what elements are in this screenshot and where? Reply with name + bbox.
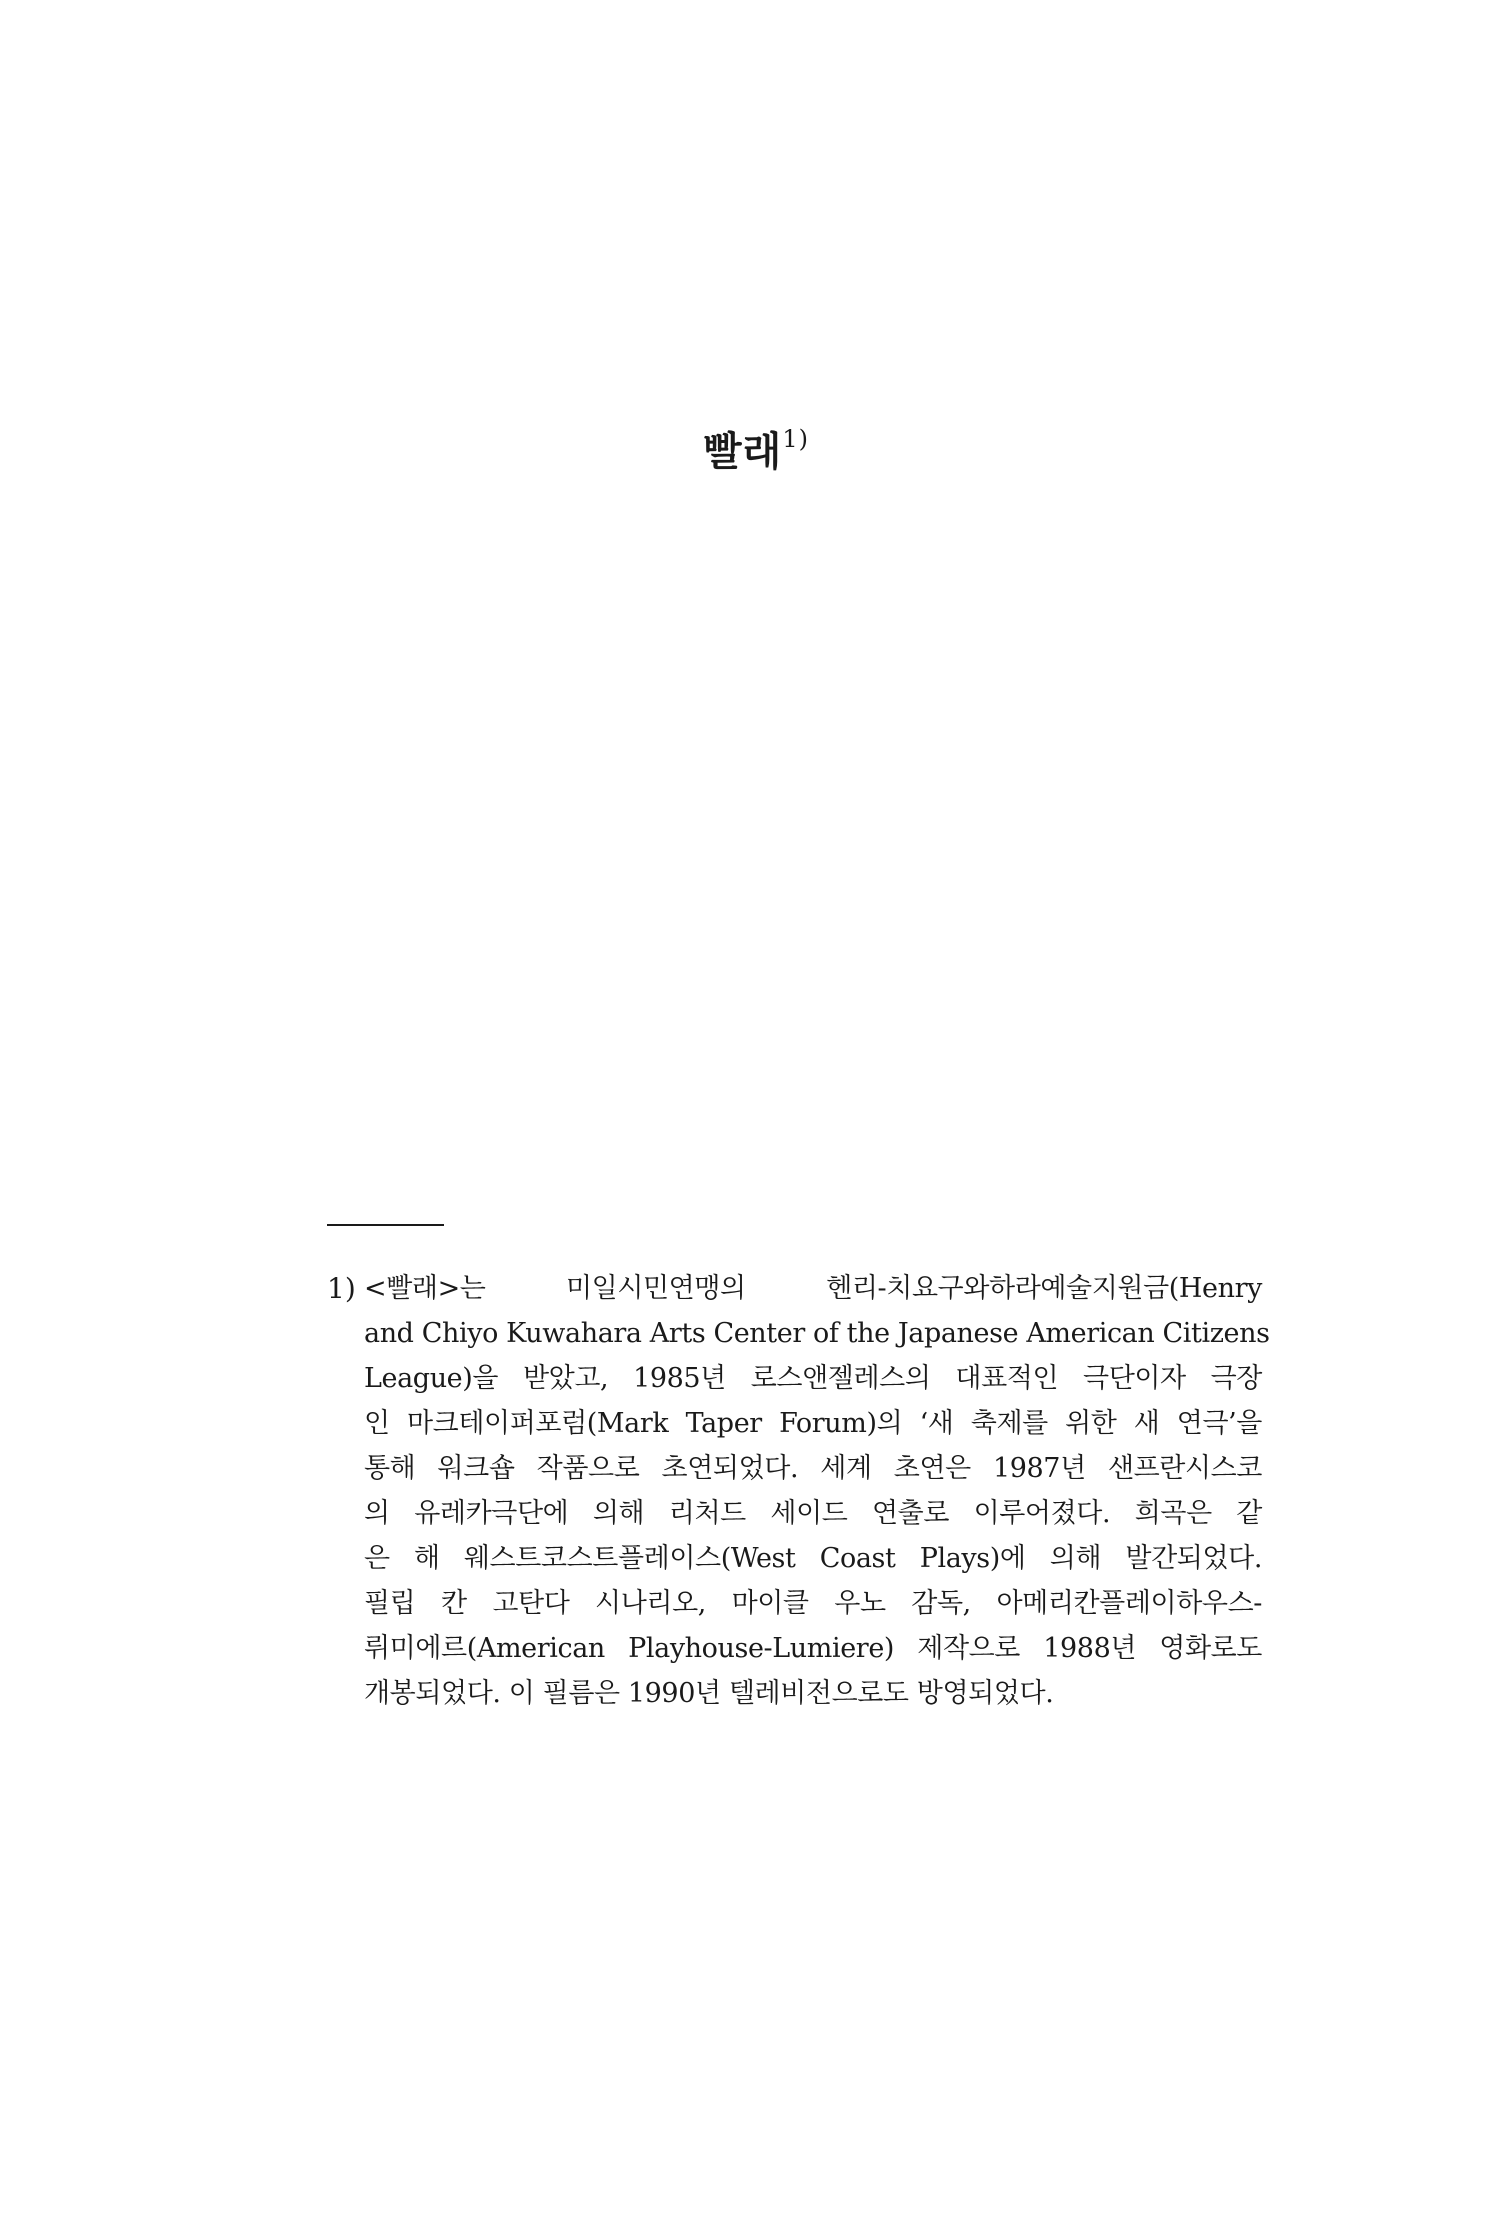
- footnote: [327, 1266, 1270, 1716]
- footnote-line: 필립 칸 고탄다 시나리오, 마이클 우노 감독, 아메리칸플레이하우스-: [364, 1588, 1262, 1619]
- footnote-marker: 1): [327, 1272, 356, 1305]
- footnote-line: 뤼미에르(American Playhouse-Lumiere) 제작으로 1988년 영화로도: [364, 1633, 1262, 1664]
- footnote-line: and Chiyo Kuwahara Arts Center of the Japanese American Citizens: [364, 1318, 1270, 1349]
- footnote-line: 의 유레카극단에 의해 리처드 세이드 연출로 이루어졌다. 희곡은 같: [364, 1498, 1262, 1529]
- footnote-line: 인 마크테이퍼포럼(Mark Taper Forum)의 ‘새 축제를 위한 새 연극’을: [364, 1408, 1262, 1439]
- footnote-line: 은 해 웨스트코스트플레이스(West Coast Plays)에 의해 발간되었다.: [364, 1543, 1262, 1574]
- footnote-line: <빨래>는 미일시민연맹의 헨리-치요구와하라예술지원금(Henry: [364, 1273, 1262, 1304]
- footnote-line: League)을 받았고, 1985년 로스앤젤레스의 대표적인 극단이자 극장: [364, 1363, 1262, 1394]
- footnote-divider: [327, 1224, 444, 1226]
- page-title: [0, 425, 1512, 479]
- footnote-reference: 1): [782, 424, 809, 453]
- footnote-line: 개봉되었다. 이 필름은 1990년 텔레비전으로도 방영되었다.: [364, 1678, 1054, 1709]
- footnote-line: 통해 워크숍 작품으로 초연되었다. 세계 초연은 1987년 샌프란시스코: [364, 1453, 1262, 1484]
- title-text: 빨래: [703, 428, 783, 475]
